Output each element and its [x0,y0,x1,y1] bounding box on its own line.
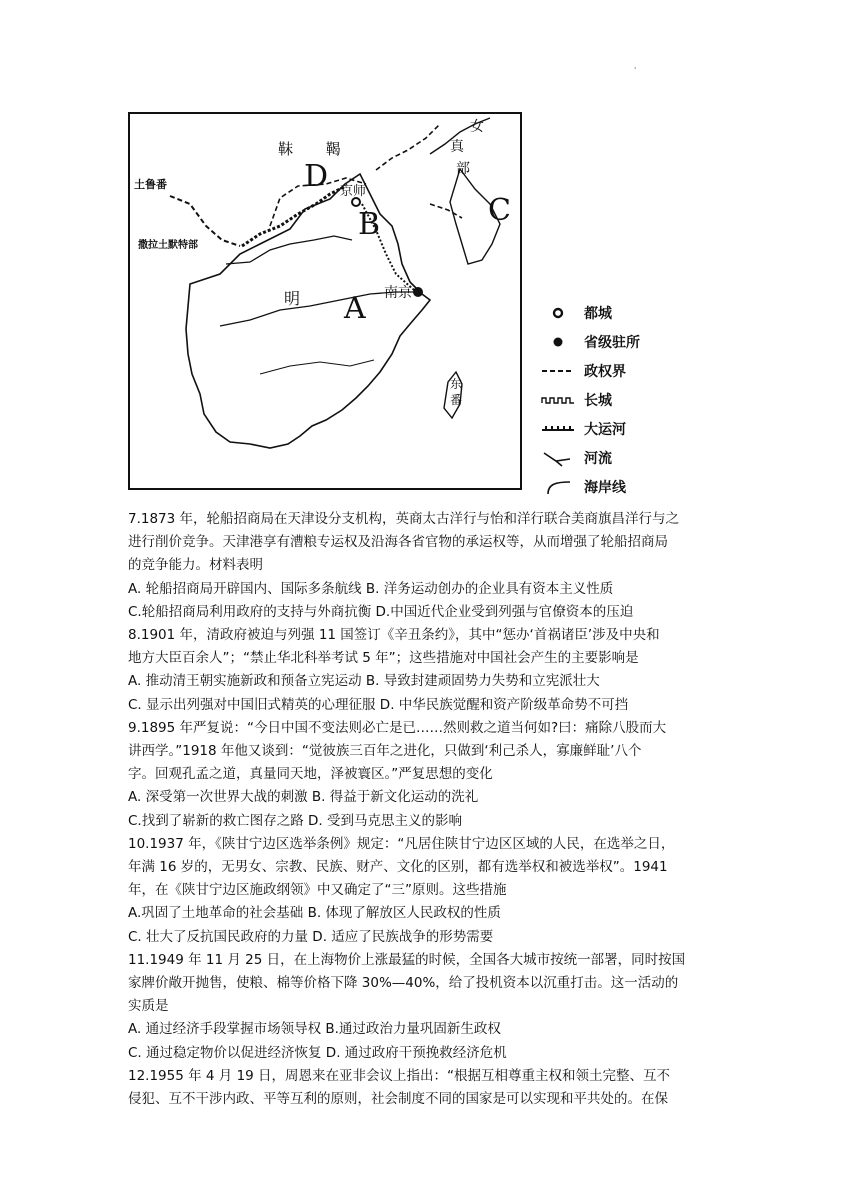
q10-options-ab: A.巩固了土地革命的社会基础 B. 体现了解放区人民政权的性质 [128,905,501,922]
boundary-korea [430,204,462,218]
q11-line-2: 家牌价敞开抛售，使粮、棉等价格下降 30%—40%，给了投机资本以沉重打击。这一活动的 [128,975,679,992]
q7-line-3: 的竞争能力。材料表明 [128,557,263,574]
q9-line-2: 讲西学。”1918 年他又谈到：“觉彼族三百年之进化，只做到‘利己杀人，寡廉鲜耻’八个 [128,743,642,760]
label-jingshi: 京师 [340,184,367,199]
coastline [186,174,430,448]
q9-line-1: 9.1895 年严复说：“今日中国不变法则必亡是已……然则救之道当何如?曰：痛除八股而大 [128,719,667,736]
legend-row-river [538,443,648,472]
legend-label-river: 河流 [584,450,612,467]
label-dongfan: 东番 [450,377,463,407]
q11-line-3: 实质是 [128,998,169,1015]
q7-options-cd: C.轮船招商局利用政府的支持与外商抗衡 D.中国近代企业受到列强与官僚资本的压迫 [128,603,634,620]
great-wall-icon [538,390,578,410]
question-text [128,508,732,1111]
legend-label-boundary: 政权界 [584,363,626,380]
q12-line-1: 12.1955 年 4 月 19 日，周恩来在亚非会议上指出：“根据互相尊重主权和领土完整、互不 [128,1067,671,1084]
legend-label-provincial-seat: 省级驻所 [584,334,640,351]
q12-line-2: 侵犯、互不干涉内政、平等互利的原则，社会制度不同的国家是可以实现和平共处的。在保 [128,1091,668,1108]
q8-line-1: 8.1901 年，清政府被迫与列强 11 国签订《辛丑条约》，其中“惩办‘首祸诸臣’涉及中央和 [128,627,660,644]
provincial-seat-icon [538,332,578,352]
label-bu: 部 [456,161,470,177]
capital-beijing-marker [352,198,360,206]
legend-label-coastline: 海岸线 [584,479,626,496]
legend-row-grand-canal [538,414,648,443]
q9-line-3: 字。回观孔孟之道，真量同天地，泽被寰区。”严复思想的变化 [128,766,493,783]
capital-nanjing-marker [413,287,423,297]
q10-line-2: 年满 16 岁的，无男女、宗教、民族、财产、文化的区别，都有选举权和被选举权”。1941 [128,859,668,876]
label-zhen: 真 [450,139,464,155]
q7-line-1: 7.1873 年，轮船招商局在天津设分支机构，英商太古洋行与怡和洋行联合美商旗昌洋行与之 [128,511,680,527]
label-ming: 明 [284,289,301,308]
legend-label-great-wall: 长城 [584,392,612,409]
q9-options-ab: A. 深受第一次世界大战的刺激 B. 得益于新文化运动的洗礼 [128,789,479,806]
q11-options-cd: C. 通过稳定物价以促进经济恢复 D. 通过政府干预挽救经济危机 [128,1044,507,1061]
label-nv: 女 [470,119,484,135]
q10-line-1: 10.1937 年，《陕甘宁边区选举条例》规定：“凡居住陕甘宁边区区域的人民，在选举之日， [128,835,675,852]
coastline-icon [538,477,578,497]
capital-icon [538,303,578,323]
ming-dynasty-map [128,112,640,496]
scan-speck: ' [634,66,637,75]
legend-label-capital: 都城 [584,305,612,322]
label-nanjing: 南京 [384,285,412,301]
legend-row-boundary [538,356,648,385]
legend-row-great-wall [538,385,648,414]
region-letter-c: C [488,193,511,228]
grand-canal-icon [538,419,578,439]
legend-row-capital [538,298,648,327]
legend-label-grand-canal: 大运河 [584,421,626,438]
river-icon [538,448,578,468]
map-frame [128,112,522,490]
river-south [260,360,374,374]
q8-line-2: 地方大臣百余人”；“禁止华北科举考试 5 年”；这些措施对中国社会产生的主要影响是 [128,650,639,667]
boundary-northeast [376,124,440,170]
q9-options-cd: C.找到了崭新的救亡图存之路 D. 受到马克思主义的影响 [128,812,462,829]
q10-line-3: 年，在《陕甘宁边区施政纲领》中又确定了“三”原则。这些措施 [128,882,507,899]
boundary-icon [538,361,578,381]
legend-row-coastline [538,472,648,501]
region-letter-d: D [304,159,329,194]
q11-line-1: 11.1949 年 11 月 25 日，在上海物价上涨最猛的时候，全国各大城市按统一部署，同时按国 [128,951,686,968]
map-legend [538,298,648,501]
legend-row-provincial-seat [538,327,648,356]
label-mohe: 靺 鞨 [278,140,355,158]
yellow-river [226,236,352,264]
q8-options-ab: A. 推动清王朝实施新政和预备立宪运动 B. 导致封建顽固势力失势和立宪派壮大 [128,673,600,690]
q7-options-ab: A. 轮船招商局开辟国内、国际多条航线 B. 洋务运动创办的企业具有资本主义性质 [128,580,614,597]
q11-options-ab: A. 通过经济手段掌握市场领导权 B.通过政治力量巩固新生政权 [128,1021,501,1038]
region-letter-a: A [344,291,366,326]
q8-options-cd: C. 显示出列强对中国旧式精英的心理征服 D. 中华民族觉醒和资产阶级革命势不可挡 [128,696,629,713]
region-letter-b: B [358,207,381,242]
q10-options-cd: C. 壮大了反抗国民政府的力量 D. 适应了民族战争的形势需要 [128,928,494,945]
label-wula: 撒拉土默特部 [138,240,198,251]
label-tulufan: 土鲁番 [134,178,167,191]
q7-line-2: 进行削价竞争。天津港享有漕粮专运权及沿海各省官物的承运权等，从而增强了轮船招商局 [128,534,668,551]
